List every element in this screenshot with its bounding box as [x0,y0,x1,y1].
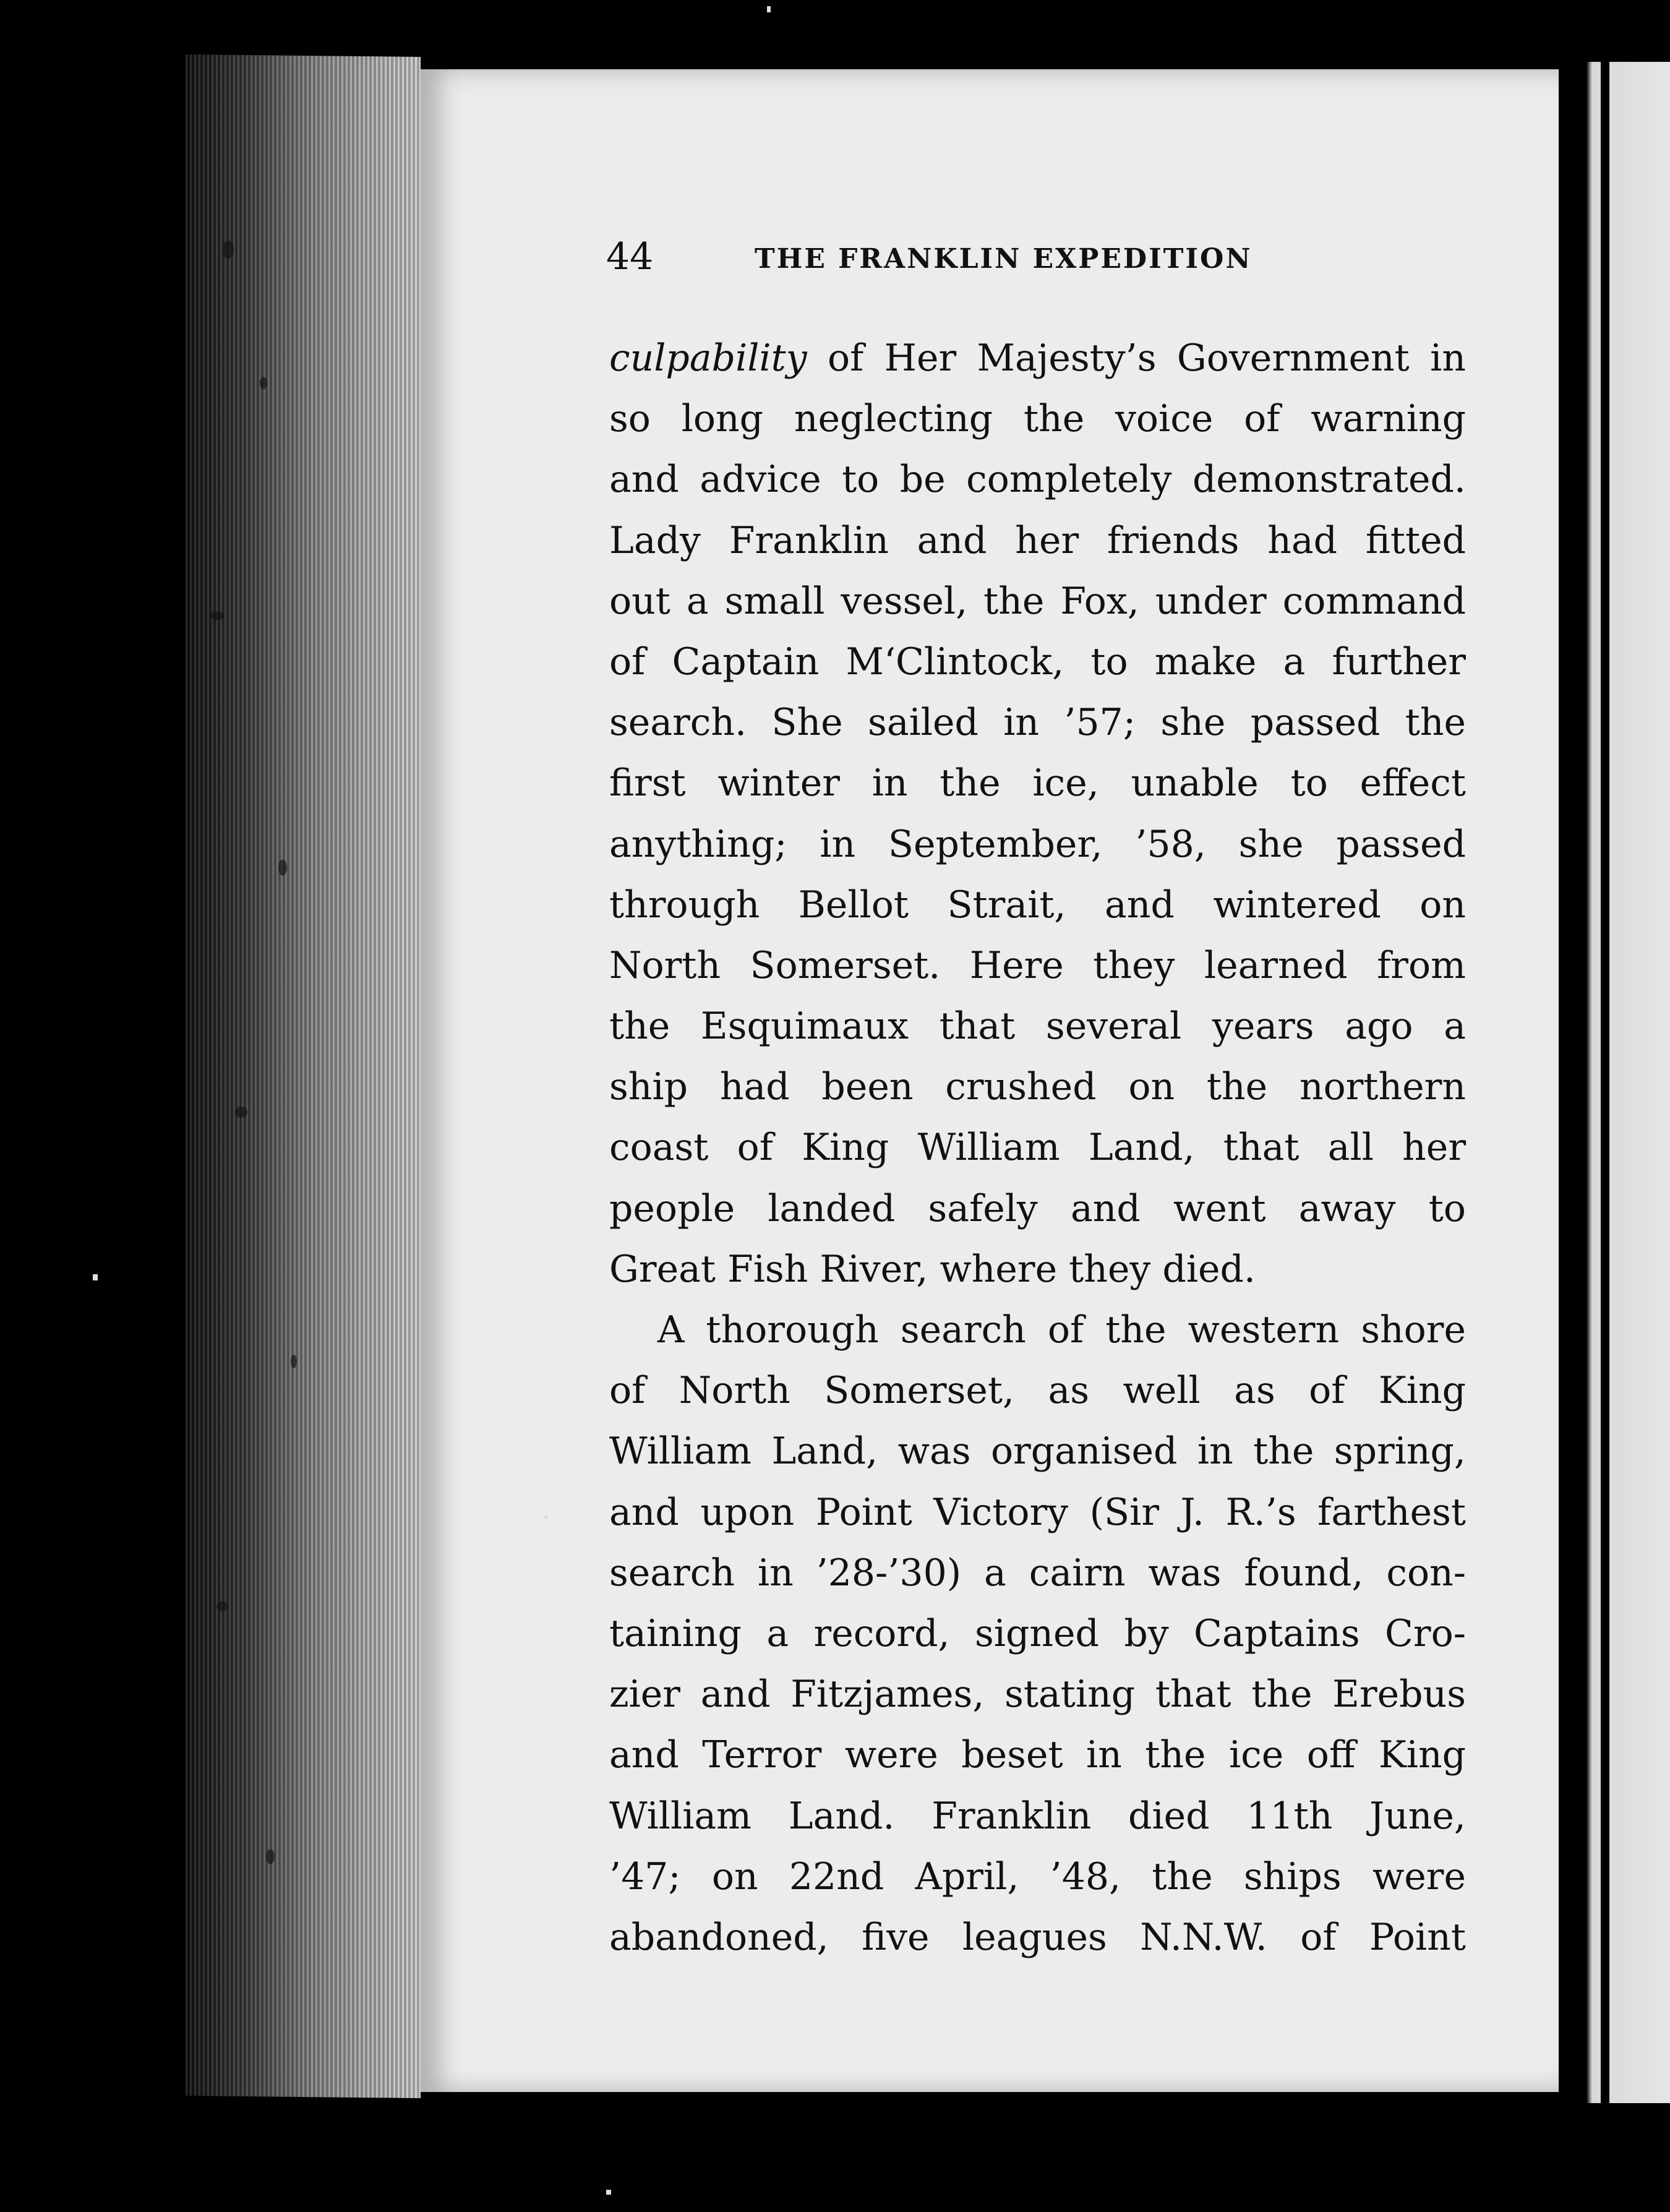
scan-speck [544,1515,548,1519]
text-line: William Land. Franklin died 11th June, [609,1794,1466,1838]
text-line: and advice to be completely demonstrated. [609,458,1466,502]
scan-speck [767,6,771,12]
text-line: of Captain M‘Clintock, to make a further [609,640,1466,684]
page-header [606,232,1478,281]
text-line: anything; in September, ’58, she passed [609,822,1466,866]
text-line: Lady Franklin and her friends had fitted [609,518,1466,562]
book-fore-edge [186,54,421,2098]
text-line: search in ’28-’30) a cairn was found, con- [609,1551,1466,1595]
scan-speck [606,2190,611,2195]
text-line: and upon Point Victory (Sir J. R.’s farthest [609,1490,1466,1534]
text-line: taining a record, signed by Captains Cro- [609,1611,1466,1655]
italic-word: culpability [609,337,807,380]
page-number: 44 [606,235,654,278]
facing-page-edge [1559,62,1670,2103]
text-line: so long neglecting the voice of warning [609,397,1466,441]
text-line: coast of King William Land, that all her [609,1126,1466,1170]
text-line: people landed safely and went away to [609,1186,1466,1230]
text-line: the Esquimaux that several years ago a [609,1005,1466,1048]
text-line: William Land, was organised in the spring, [609,1430,1466,1473]
text-line: out a small vessel, the Fox, under command [609,579,1466,623]
facing-page-gutter [1601,62,1609,2103]
text-line: zier and Fitzjames, stating that the Erebus [609,1673,1466,1717]
text-line: search. She sailed in ’57; she passed the [609,701,1466,745]
text-line: abandoned, five leagues N.N.W. of Point [609,1915,1466,1959]
text-line: A thorough search of the western shore [657,1308,1466,1352]
text-line: through Bellot Strait, and wintered on [609,883,1466,927]
text-line: North Somerset. Here they learned from [609,943,1466,987]
text-line: ’47; on 22nd April, ’48, the ships were [609,1854,1466,1898]
text-line: and Terror were beset in the ice off King [609,1733,1466,1777]
text-line: of North Somerset, as well as of King [609,1369,1466,1413]
running-head: THE FRANKLIN EXPEDITION [755,243,1252,275]
text-line: Great Fish River, where they died. [609,1247,1256,1291]
text-line: first winter in the ice, unable to effect [609,761,1466,805]
text-line [609,328,1466,388]
text-line-rest: of Her Majesty’s Government in [807,337,1466,380]
body-text [609,328,1466,1968]
text-line: ship had been crushed on the northern [609,1065,1466,1109]
scan-speck [93,1274,98,1280]
